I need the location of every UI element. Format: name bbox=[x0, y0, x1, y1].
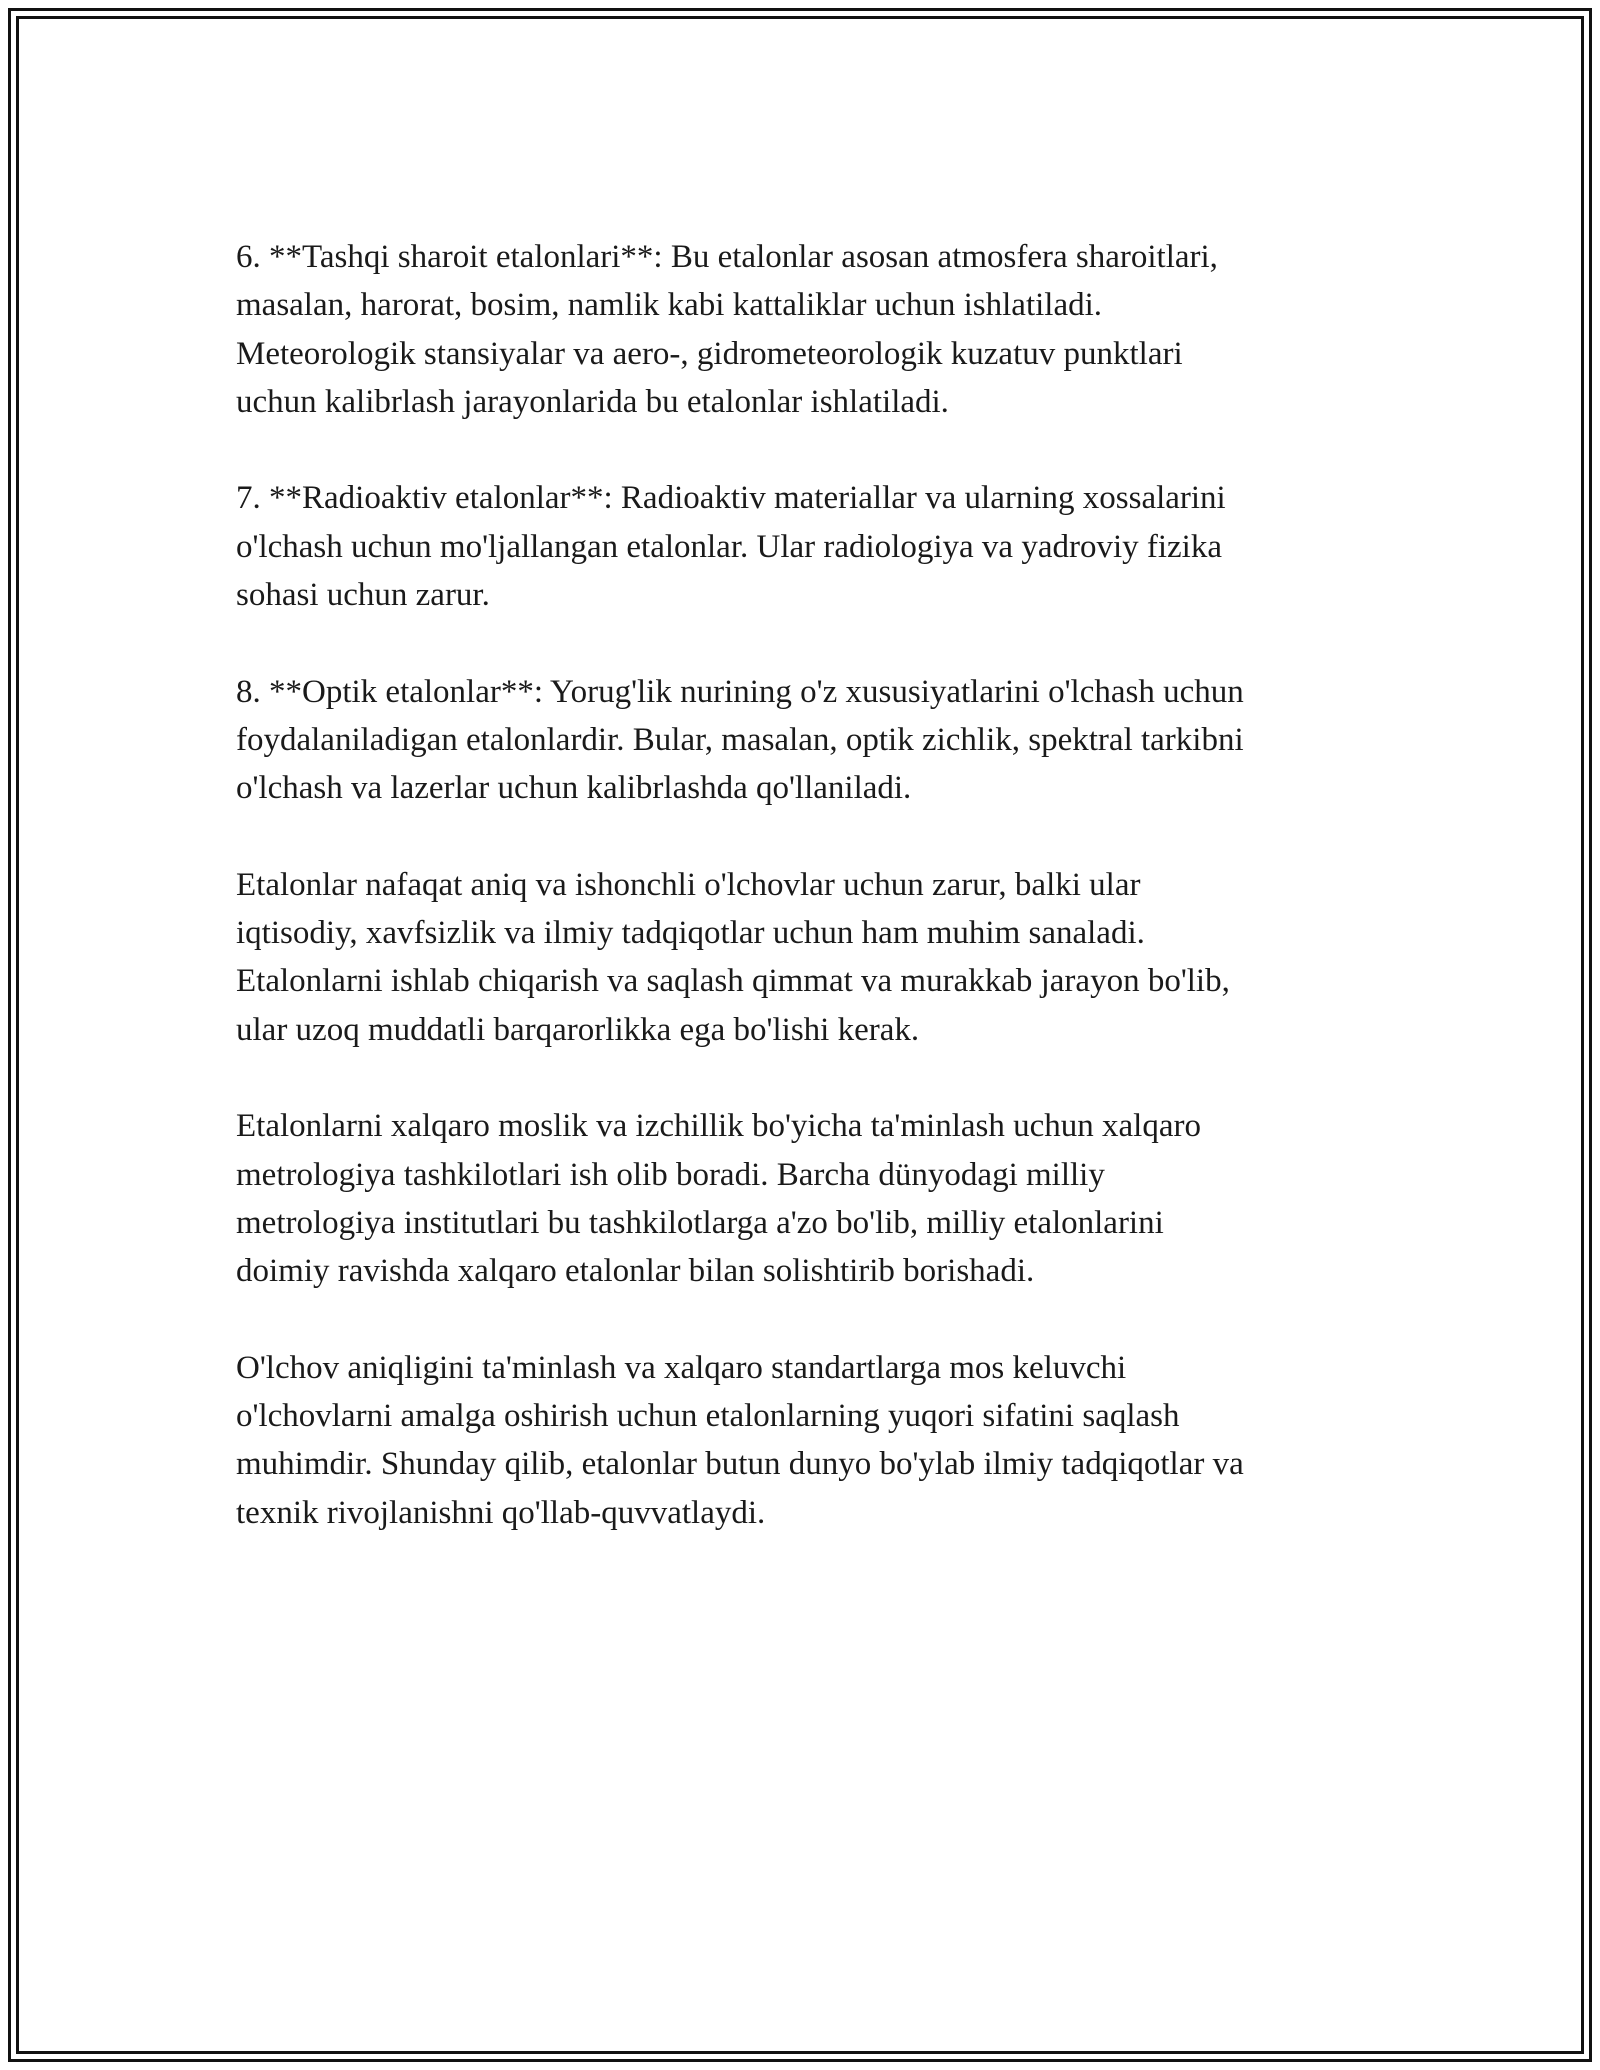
text-line: muhimdir. Shunday qilib, etalonlar butun dunyo bo'ylab ilmiy tadqiqotlar va bbox=[236, 1446, 1244, 1483]
text-line: o'lchash va lazerlar uchun kalibrlashda qo'llaniladi. bbox=[236, 770, 912, 807]
text-line: doimiy ravishda xalqaro etalonlar bilan solishtirib borishadi. bbox=[236, 1253, 1035, 1290]
text-line: 7. **Radioaktiv etalonlar**: Radioaktiv materiallar va ularning xossalarini bbox=[236, 480, 1226, 517]
text-line: Etalonlarni xalqaro moslik va izchillik bo'yicha ta'minlash uchun xalqaro bbox=[236, 1108, 1201, 1145]
text-line: iqtisodiy, xavfsizlik va ilmiy tadqiqotlar uchun ham muhim sanaladi. bbox=[236, 915, 1145, 952]
text-line: masalan, harorat, bosim, namlik kabi kattaliklar uchun ishlatiladi. bbox=[236, 287, 1103, 324]
text-line: uchun kalibrlash jarayonlarida bu etalonlar ishlatiladi. bbox=[236, 383, 949, 420]
text-line: O'lchov aniqligini ta'minlash va xalqaro standartlarga mos keluvchi bbox=[236, 1349, 1127, 1386]
text-line: Etalonlarni ishlab chiqarish va saqlash qimmat va murakkab jarayon bo'lib, bbox=[236, 963, 1230, 1000]
document-body bbox=[236, 233, 1376, 1585]
paragraph-optik-etalonlar bbox=[236, 668, 1376, 813]
text-line: o'lchash uchun mo'ljallangan etalonlar. Ular radiologiya va yadroviy fizika bbox=[236, 528, 1222, 565]
paragraph-radioaktiv-etalonlar bbox=[236, 474, 1376, 619]
text-line: metrologiya tashkilotlari ish olib boradi. Barcha dünyodagi milliy bbox=[236, 1156, 1105, 1193]
text-line: o'lchovlarni amalga oshirish uchun etalonlarning yuqori sifatini saqlash bbox=[236, 1398, 1180, 1435]
text-line: 6. **Tashqi sharoit etalonlari**: Bu etalonlar asosan atmosfera sharoitlari, bbox=[236, 239, 1218, 275]
paragraph-tashqi-sharoit-etalonlari bbox=[236, 233, 1376, 426]
text-line: sohasi uchun zarur. bbox=[236, 577, 490, 614]
paragraph-xalqaro-moslik bbox=[236, 1102, 1376, 1295]
text-line: metrologiya institutlari bu tashkilotlarga a'zo bo'lib, milliy etalonlarini bbox=[236, 1204, 1164, 1241]
text-line: texnik rivojlanishni qo'llab-quvvatlaydi. bbox=[236, 1494, 766, 1531]
text-line: 8. **Optik etalonlar**: Yorug'lik nurining o'z xususiyatlarini o'lchash uchun bbox=[236, 673, 1244, 710]
text-line: ular uzoq muddatli barqarorlikka ega bo'lishi kerak. bbox=[236, 1011, 920, 1048]
paragraph-etalonlar-ahamiyati bbox=[236, 861, 1376, 1054]
text-line: Etalonlar nafaqat aniq va ishonchli o'lchovlar uchun zarur, balki ular bbox=[236, 866, 1141, 903]
paragraph-olchov-aniqligi bbox=[236, 1344, 1376, 1537]
text-line: Meteorologik stansiyalar va aero-, gidrometeorologik kuzatuv punktlari bbox=[236, 335, 1183, 372]
text-line: foydalaniladigan etalonlardir. Bular, masalan, optik zichlik, spektral tarkibni bbox=[236, 721, 1244, 758]
